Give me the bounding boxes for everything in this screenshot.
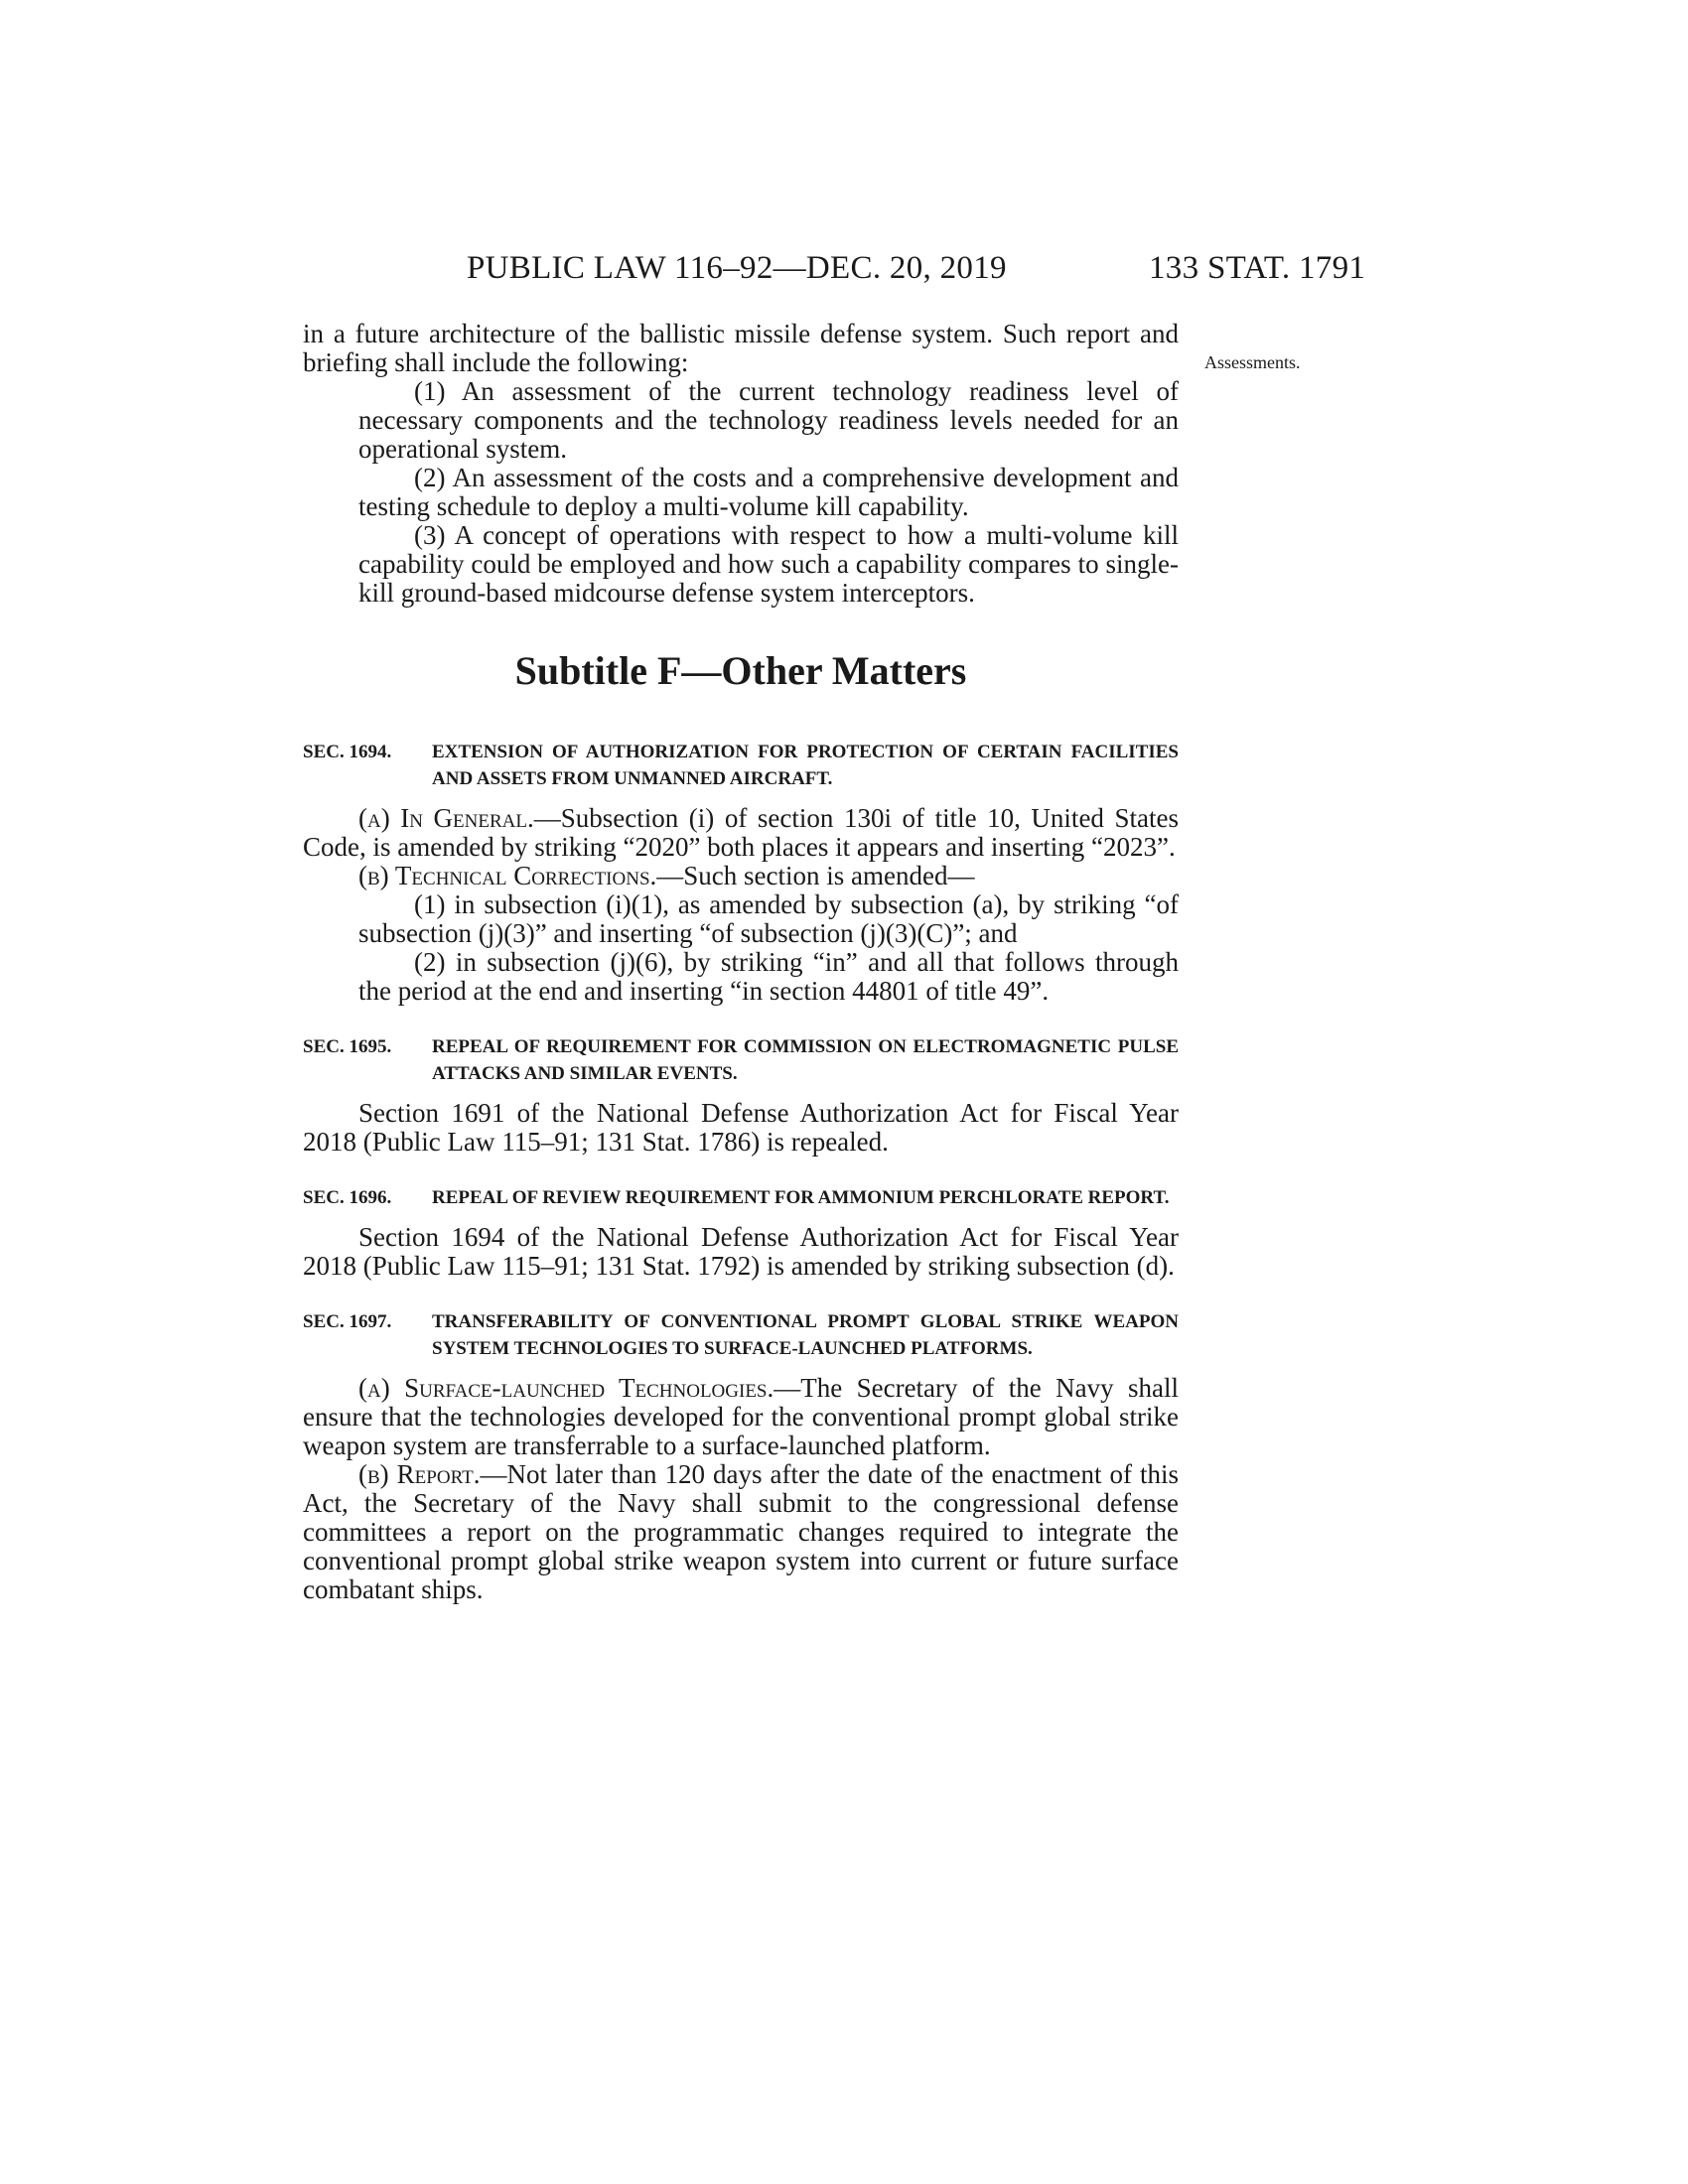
section-number: SEC. 1697. bbox=[303, 1311, 392, 1332]
intro-item-3: (3) A concept of operations with respect to how a multi-volume kill capability could be employed and how such a capability compares to single-kill ground-based midcourse defense system interceptors. bbox=[358, 520, 1179, 608]
subsection-label: (a) In General. bbox=[358, 803, 534, 833]
subsection-text: —The Secretary of the Navy shall ensure that the technologies developed for the conventional prompt global strike weapon system are transferrable to a surface-launched platform. bbox=[303, 1373, 1179, 1460]
intro-paragraph: in a future architecture of the ballistic missile defense system. Such report and briefing shall include the following: bbox=[303, 319, 1179, 377]
section-heading-1695 bbox=[303, 1033, 1179, 1087]
section-text-1696: Section 1694 of the National Defense Authorization Act for Fiscal Year 2018 (Public Law 115–91; 131 Stat. 1792) is amended by striking subsection (d). bbox=[303, 1222, 1179, 1281]
document-body bbox=[303, 320, 1179, 1604]
section-number: SEC. 1696. bbox=[303, 1187, 392, 1208]
section-number: SEC. 1694. bbox=[303, 742, 392, 762]
section-title: REPEAL OF REQUIREMENT FOR COMMISSION ON ELECTROMAGNETIC PULSE ATTACKS AND SIMILAR EVENTS. bbox=[432, 1036, 1179, 1084]
intro-item-2: (2) An assessment of the costs and a comprehensive development and testing schedule to deploy a multi-volume kill capability. bbox=[358, 463, 1179, 521]
subsection-text: —Not later than 120 days after the date of the enactment of this Act, the Secretary of the Navy shall submit to the congressional defense committees a report on the programmatic changes required to integrate the conventional prompt global strike weapon system into current or future surface combatant ships. bbox=[303, 1459, 1179, 1604]
section-title: EXTENSION OF AUTHORIZATION FOR PROTECTION OF CERTAIN FACILITIES AND ASSETS FROM UNMANNED AIRCRAFT. bbox=[432, 742, 1179, 789]
section-heading-1694 bbox=[303, 739, 1179, 792]
page-header bbox=[303, 250, 1375, 294]
intro-item-1: (1) An assessment of the current technology readiness level of necessary components and the technology readiness levels needed for an operational system. bbox=[358, 376, 1179, 464]
margin-note: Assessments. bbox=[1204, 352, 1301, 372]
section-number: SEC. 1695. bbox=[303, 1036, 392, 1057]
section-title: TRANSFERABILITY OF CONVENTIONAL PROMPT GLOBAL STRIKE WEAPON SYSTEM TECHNOLOGIES TO SURFACE-LAUNCHED PLATFORMS. bbox=[432, 1311, 1179, 1359]
subsection-b bbox=[303, 862, 1179, 890]
section-heading-1696 bbox=[303, 1184, 1179, 1211]
statute-page-number: 133 STAT. 1791 bbox=[1149, 250, 1366, 286]
paragraph-item-1: (1) in subsection (i)(1), as amended by subsection (a), by striking “of subsection (j)(3)” and inserting “of subsection (j)(3)(C)”; and bbox=[358, 889, 1179, 948]
section-heading-1697 bbox=[303, 1308, 1179, 1362]
section-text-1695: Section 1691 of the National Defense Authorization Act for Fiscal Year 2018 (Public Law 115–91; 131 Stat. 1786) is repealed. bbox=[303, 1098, 1179, 1157]
subsection-a bbox=[303, 804, 1179, 862]
subsection-label: (b) Technical Corrections. bbox=[358, 861, 657, 890]
subsection-label: (b) Report. bbox=[358, 1459, 481, 1489]
subsection-label: (a) Surface-launched Technologies. bbox=[358, 1373, 774, 1403]
section-title: REPEAL OF REVIEW REQUIREMENT FOR AMMONIUM PERCHLORATE REPORT. bbox=[432, 1187, 1170, 1208]
subtitle-heading: Subtitle F—Other Matters bbox=[514, 648, 967, 693]
paragraph-item-2: (2) in subsection (j)(6), by striking “in” and all that follows through the period at the end and inserting “in section 44801 of title 49”. bbox=[358, 947, 1179, 1006]
subsection-text: —Such section is amended— bbox=[656, 861, 975, 890]
subsection-a bbox=[303, 1374, 1179, 1460]
subsection-b bbox=[303, 1460, 1179, 1604]
running-head: PUBLIC LAW 116–92—DEC. 20, 2019 bbox=[467, 250, 1007, 286]
subsection-text: —Subsection (i) of section 130i of title 10, United States Code, is amended by striking “2020” both places it appears and inserting “2023”. bbox=[303, 803, 1179, 862]
